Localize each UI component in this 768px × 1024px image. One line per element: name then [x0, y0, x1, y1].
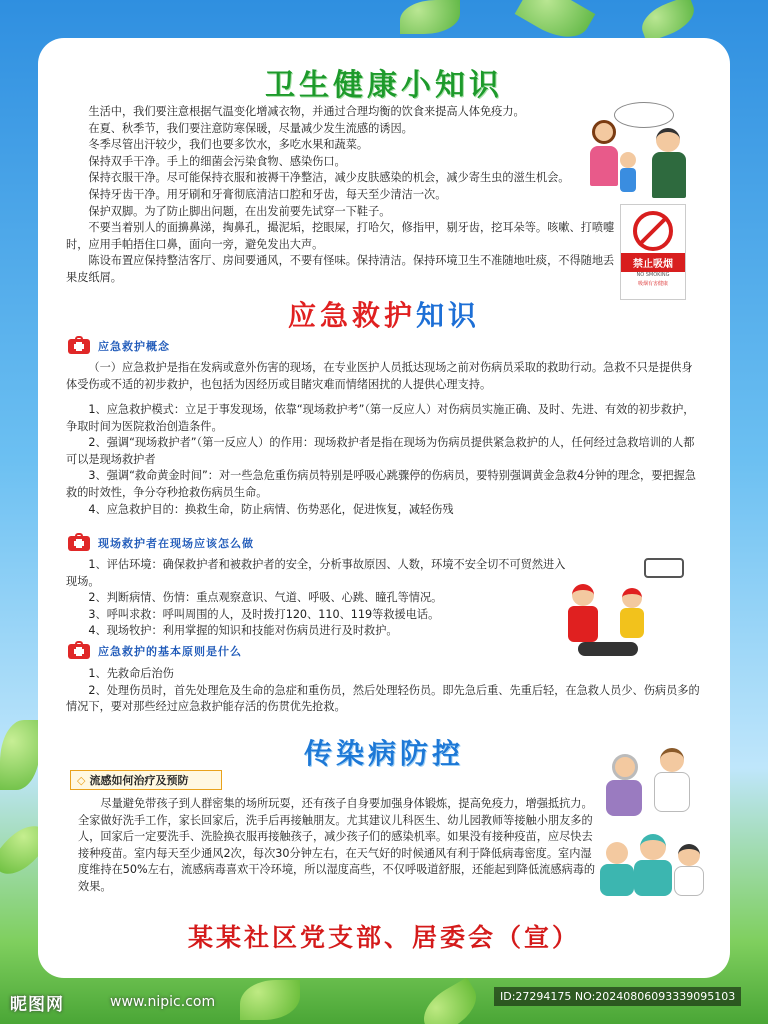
- section-head-concept: [68, 338, 170, 354]
- hygiene-para: 在夏、秋季节，我们要注意防寒保暖，尽量减少发生流感的诱因。: [88, 121, 413, 135]
- no-smoking-sign: [620, 204, 686, 300]
- section-head-principles: [68, 643, 242, 659]
- hygiene-para: 陈设布置应保持整洁客厅、房间要通风，不要有怪味。保持清洁。保持环境卫生不准随地吐痰，不得随地丢果皮纸屑。: [66, 254, 615, 284]
- hygiene-para: 保护双脚。为了防止脚出问题，在出发前要先试穿一下鞋子。: [88, 204, 391, 218]
- nurse-figure: [678, 844, 700, 866]
- no-smoking-title: 禁止吸烟: [621, 253, 685, 272]
- leaf-decoration: [637, 0, 700, 43]
- no-smoking-note: 吸烟有害健康: [637, 281, 668, 287]
- no-smoking-icon: [633, 211, 673, 251]
- principle-item: 1、先救命后治伤: [88, 667, 174, 680]
- onsite-items: [66, 557, 576, 640]
- title-first-aid: [38, 294, 730, 334]
- first-aid-kit-icon: [68, 339, 90, 354]
- concept-item: 4、应急救护目的：换救生命，防止病情、伤势恶化，促进恢复，减轻伤残: [88, 502, 454, 516]
- onsite-item: 1、评估环境：确保救护者和被救护者的安全，分析事故原因、人数，环境不安全切不可贸然进入现场。: [66, 558, 566, 588]
- onsite-item: 3、呼叫求救：呼叫周围的人，及时拨打120、110、119等救援电话。: [88, 607, 440, 621]
- patient-figure: [578, 642, 638, 656]
- concept-items: [66, 402, 700, 518]
- flu-para: 尽量避免带孩子到人群密集的场所玩耍，还有孩子自身要加强身体锻炼，提高免疫力，增强抵抗力。全家做好洗手工作，家长回家后，洗手后再接触朋友。尤其建议儿科医生、幼儿园教师等接触小朋友多的人，回家后一定要洗手、洗脸换衣服再接触孩子，减少孩子们的感染机率。如果没有接种疫苗，应尽快去接种疫苗。室内每天至少通风2次，每次30分钟左右，在天气好的时候通风有利于降低病毒密度。室内湿度维持在50%左右，流感病毒喜欢干冷环境，所以湿度高些，不仅呼吸道舒服，还能起到降低流感病毒的效果。: [78, 797, 596, 893]
- title-first-aid-red: 应急救护: [287, 299, 416, 332]
- title-hygiene: 卫生健康小知识: [265, 68, 503, 103]
- hygiene-para: 生活中，我们要注意根据气温变化增减衣物，并通过合理均衡的饮食来提高人体免疫力。: [88, 105, 525, 118]
- elder-body: [606, 780, 642, 816]
- nurse-body: [674, 866, 704, 896]
- hygiene-text: [66, 104, 618, 287]
- leaf-decoration: [240, 980, 300, 1020]
- concept-item: 2、强调“现场救护者”（第一反应人）的作用：现场救护者是指在现场为伤病员提供紧急救护的人，任何经过急救培训的人都可以是现场救护者: [66, 436, 695, 466]
- doctor-figure: [660, 748, 684, 772]
- man-figure: [656, 128, 680, 152]
- rescuer-body: [620, 608, 644, 638]
- concept-item: 3、强调“救命黄金时间”：对一些急危重伤病员特别是呼吸心跳骤停的伤病员，要特别强调黄金急救4分钟的理念，要把握急救的时效性，争分夺秒抢救伤病员生命。: [66, 469, 696, 499]
- leaf-decoration: [415, 977, 485, 1024]
- concept-intro: [66, 360, 700, 393]
- doctor-body: [654, 772, 690, 812]
- principle-items: [66, 666, 700, 716]
- watermark-id: ID:27294175 NO:20240806093339095103: [494, 987, 741, 1006]
- first-aid-kit-icon: [68, 644, 90, 659]
- doctor-body: [600, 864, 634, 896]
- no-smoking-en: NO SMOKING: [636, 272, 670, 278]
- first-aid-kit-icon: [68, 536, 90, 551]
- elder-figure: [612, 754, 638, 780]
- flu-head-label: 流感如何治疗及预防: [89, 774, 189, 787]
- diamond-icon: ◇: [77, 773, 86, 787]
- concept-item: 1、应急救护模式：立足于事发现场，依靠“现场救护考”（第一反应人）对伤病员实施正确、及时、先进、有效的初步救护，争取时间为医院救治创造条件。: [66, 403, 695, 433]
- title-first-aid-blue: 知识: [416, 299, 481, 332]
- section-head-onsite: [68, 535, 254, 551]
- man-body: [652, 152, 686, 198]
- section-head-label: 应急救护概念: [98, 340, 170, 353]
- onsite-item: 4、现场牧护：利用掌握的知识和技能对伤病员进行及时救护。: [88, 624, 398, 638]
- onsite-item: 2、判断病情、伤情：重点观察意识、气道、呼吸、心跳、瞳孔等情况。: [88, 591, 443, 605]
- principle-item: 2、处理伤员时，首先处理危及生命的急症和重伤员，然后处理轻伤员。即先急后重、先重后轻，在急救人员少、伤病员多的情况下，要对那些经过应急救护能存活的伤贯优先抢救。: [66, 683, 700, 714]
- section-head-label: 现场救护者在现场应该怎么做: [98, 537, 254, 550]
- section-head-label: 应急救护的基本原则是什么: [98, 645, 242, 658]
- woman-figure: [592, 120, 616, 144]
- leaf-decoration: [400, 0, 460, 34]
- flu-head-box: [70, 770, 222, 790]
- ambulance-icon: [644, 558, 684, 578]
- rescuer-figure: [572, 584, 594, 606]
- rescuer-body: [568, 606, 598, 642]
- hygiene-para: 保持衣服干净。尽可能保持衣服和被褥干净整洁，减少皮肤感染的机会，减少寄生虫的滋生机会。: [88, 171, 570, 185]
- concept-intro-text: （一）应急救护是指在发病或意外伤害的现场，在专业医护人员抵达现场之前对伤病员采取的救助行动。急救不只是提供身体受伤或不适的初步救护，也包括为因经历或目睹灾难而情绪困扰的人提供心理支持。: [66, 361, 693, 391]
- footer-issuer: 某某社区党支部、居委会（宣）: [187, 923, 580, 952]
- hygiene-para: 保持牙齿干净。用牙刷和牙膏彻底清洁口腔和牙齿，每天至少清洁一次。: [88, 187, 447, 201]
- title-infectious-disease: 传染病防控: [303, 737, 464, 770]
- child-figure: [620, 152, 636, 168]
- leaf-decoration: [0, 720, 40, 790]
- flu-text: [78, 796, 598, 896]
- rescue-cartoon: [558, 558, 688, 658]
- watermark-url: www.nipic.com: [110, 994, 216, 1010]
- woman-body: [590, 146, 618, 186]
- speech-bubble: [614, 102, 674, 128]
- poster-card: [38, 38, 730, 978]
- family-cartoon: [586, 102, 706, 202]
- hygiene-para: 冬季尽管出汗较少，我们也要多饮水，多吃水果和蔬菜。: [88, 138, 369, 152]
- rescuer-figure: [622, 588, 642, 608]
- doctor-figure: [606, 842, 628, 864]
- watermark-logo: 昵图网: [10, 995, 64, 1015]
- doctor-body: [634, 860, 672, 896]
- hygiene-para: 不要当着别人的面擤鼻涕，掏鼻孔，撮泥垢，挖眼屎，打哈欠，修指甲，剔牙齿，挖耳朵等。咳嗽、打喷嚏时，应用手帕捂住口鼻，面向一旁，避免发出大声。: [66, 221, 615, 251]
- hygiene-para: 保持双手干净。手上的细菌会污染食物、感染伤口。: [88, 154, 346, 168]
- child-body: [620, 168, 636, 192]
- doctor-figure: [640, 834, 666, 860]
- doctors-cartoon: [598, 748, 718, 898]
